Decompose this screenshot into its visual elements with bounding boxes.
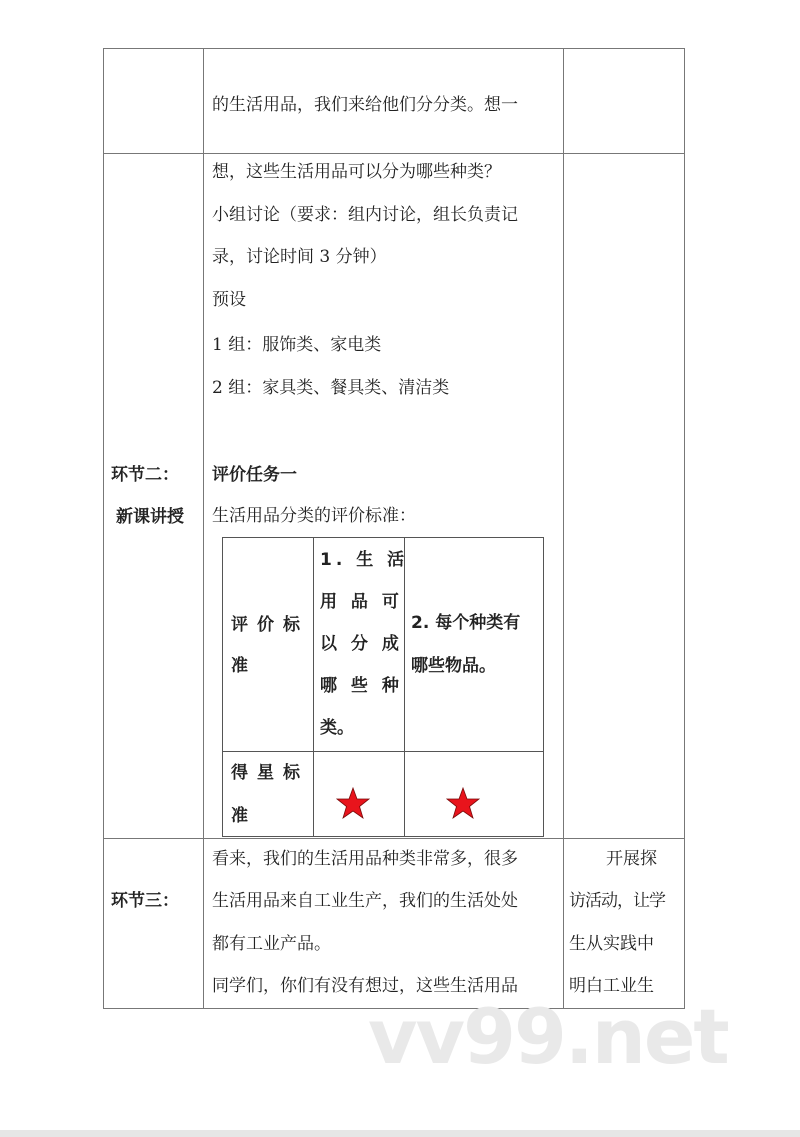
rubric-border: [222, 537, 223, 837]
content-line: 预设: [212, 290, 246, 310]
content-line: 生活用品来自工业生产，我们的生活处处: [212, 891, 518, 911]
criterion-1: 用 品 可: [320, 592, 403, 612]
criterion-1: 类。: [320, 718, 354, 738]
task-description: 生活用品分类的评价标准：: [212, 506, 416, 526]
task-title: 评价任务一: [212, 465, 297, 485]
rubric-header: 评价标: [231, 615, 309, 635]
content-line: 看来，我们的生活用品种类非常多，很多: [212, 849, 518, 869]
note-line: 生从实践中: [569, 934, 654, 954]
table-border: [103, 48, 104, 1009]
star-icon: [336, 787, 370, 819]
table-border: [103, 838, 685, 839]
content-line: 想，这些生活用品可以分为哪些种类？: [212, 162, 501, 182]
content-line: 1 组：服饰类、家电类: [212, 335, 382, 355]
rubric-border: [222, 537, 544, 538]
criterion-2: 2. 每个种类有: [411, 613, 521, 633]
note-line: 明白工业生: [569, 976, 654, 996]
star-label: 得星标: [231, 763, 309, 783]
content-line: 小组讨论（要求：组内讨论，组长负责记: [212, 205, 518, 225]
note-line: 开展探: [606, 849, 657, 869]
content-line: 都有工业产品。: [212, 934, 331, 954]
criterion-1: 以 分 成: [320, 634, 403, 654]
page-bottom-edge: [0, 1130, 800, 1137]
content-line: 2 组：家具类、餐具类、清洁类: [212, 378, 450, 398]
rubric-header: 准: [231, 656, 248, 676]
note-line: 访活动，让学: [569, 891, 665, 911]
table-border: [103, 48, 685, 49]
star-icon: [446, 787, 480, 819]
rubric-border: [543, 537, 544, 837]
table-border: [103, 153, 685, 154]
section-label: 环节三：: [111, 891, 179, 911]
section-label: 新课讲授: [116, 507, 184, 527]
star-label: 准: [231, 806, 248, 826]
table-border: [563, 48, 564, 1009]
criterion-2: 哪些物品。: [411, 656, 496, 676]
criterion-1: 1. 生 活: [320, 550, 409, 570]
content-line: 录，讨论时间 3 分钟）: [212, 247, 387, 267]
rubric-border: [222, 751, 544, 752]
rubric-border: [222, 836, 544, 837]
table-border: [203, 48, 204, 1009]
criterion-1: 哪 些 种: [320, 676, 403, 696]
watermark: vv99.net: [368, 992, 728, 1081]
rubric-border: [404, 537, 405, 837]
rubric-border: [313, 537, 314, 837]
section-label: 环节二：: [111, 465, 179, 485]
content-line: 同学们，你们有没有想过，这些生活用品: [212, 976, 518, 996]
table-border: [684, 48, 685, 1009]
content-line: 的生活用品，我们来给他们分分类。想一: [212, 95, 518, 115]
